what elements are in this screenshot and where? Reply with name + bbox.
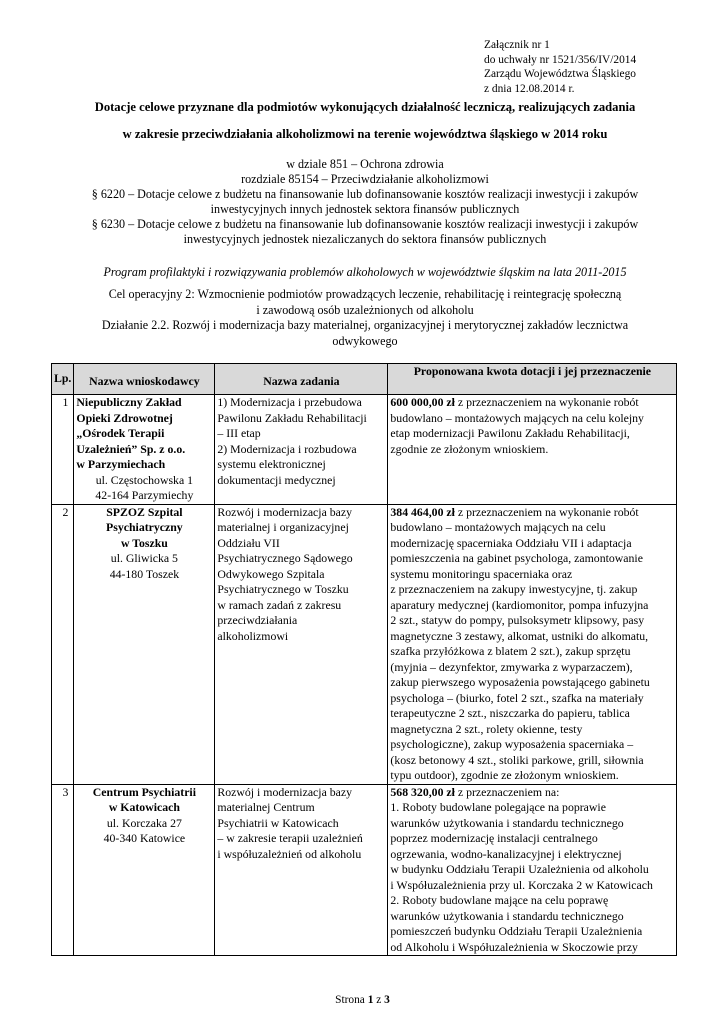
applicant-cell [74,784,215,956]
purpose-line: psychologiczne), zakup wyposażenia spacerniaka – [390,737,634,751]
budget-classification [40,157,690,247]
grant-amount: 568 320,00 zł [390,784,455,799]
applicant-address-line: ul. Korczaka 27 [106,815,182,830]
purpose-line: zgodnie ze złożonym wnioskiem. [390,441,549,456]
purpose-line: etap modernizacji Pawilonu Zakładu Rehabilitacji, [390,426,630,440]
task-line: Odwykowego Szpitala [217,566,325,581]
applicant-name-line: Psychiatryczny [106,520,183,534]
task-line: Rozwój i modernizacja bazy [217,504,353,519]
purpose-line: warunków użytkowania i standardu technicznego [390,815,624,830]
purpose-line: budowlano – montażowych mających na celu kolejny [390,410,644,425]
page-footer [0,994,725,1006]
row-number: 3 [52,784,74,956]
purpose-line: 1. Roboty budowlane polegające na poprawie [390,800,606,814]
purpose-line: terapeutyczne 2 szt., niszczarka do papieru, tablica [390,706,630,720]
task-line: alkoholizmowi [217,628,289,643]
purpose-line: 2. Roboty budowlane mające na celu poprawę [390,893,609,907]
header-applicant: Nazwa wnioskodawcy [74,364,215,395]
task-line: Psychiatrii w Katowicach [217,815,339,830]
purpose-line: z przeznaczeniem na wykonanie robót [454,504,639,519]
applicant-name-line: w Parzymiechach [76,457,166,471]
row-number: 2 [52,504,74,784]
task-line: systemu elektronicznej [217,457,326,471]
task-line: Pawilonu Zakładu Rehabilitacji [217,410,367,425]
goal-line: Cel operacyjny 2: Wzmocnienie podmiotów prowadzących leczenie, rehabilitację i reintegrację społeczną [108,287,622,301]
grants-table [51,363,677,956]
applicant-name-line: w Toszku [120,535,168,550]
table-row [52,784,677,956]
applicant-address-line: ul. Gliwicka 5 [110,551,178,565]
applicant-address-line: 44-180 Toszek [109,566,180,581]
purpose-line: szafka przyłóżkowa z blatem 2 szt.), zakup sprzętu [390,644,631,658]
table-row [52,504,677,784]
task-line: dokumentacji medycznej [217,472,336,487]
task-cell [215,784,388,956]
header-lp: Lp. [52,364,74,395]
footer-middle: z [373,994,385,1006]
task-line: materialnej i organizacyjnej [217,520,349,534]
task-line: Psychiatrycznego w Toszku [217,582,349,596]
purpose-line: psychologa – (biurko, fotel 2 szt., szafka na materiały [390,690,644,705]
purpose-line: budowlano – montażowych mających na celu [390,520,606,534]
task-line: 2) Modernizacja i rozbudowa [217,441,357,456]
applicant-cell [74,504,215,784]
applicant-address-line: 40-340 Katowice [103,831,186,845]
task-line: – w zakresie terapii uzależnień [217,831,363,845]
task-cell [215,504,388,784]
task-line: 1) Modernizacja i przebudowa [217,395,362,409]
grant-amount: 384 464,00 zł [390,504,455,519]
purpose-line: od Alkoholu i Współuzależnienia w Skoczowie przy [390,939,638,954]
purpose-line: pomieszczenia na gabinet psychologa, zamontowanie [390,551,643,565]
budget-dzial: w dziale 851 – Ochrona zdrowia [286,157,444,171]
attachment-line: do uchwały nr 1521/356/IV/2014 [484,53,637,66]
attachment-note [484,38,636,96]
purpose-line: magnetyczne 3 zestawy, alkomat, ustniki do alkomatu, [390,628,649,643]
task-line: materialnej Centrum [217,800,315,814]
applicant-address-line: 42-164 Parzymiechy [95,488,194,502]
purpose-line: pomieszczeń budynku Oddziału Terapii Uzależnienia [390,924,643,938]
budget-paragraph-6230: § 6230 – Dotacje celowe z budżetu na finansowanie lub dofinansowanie kosztów realizacji inwestycji i zakupów [91,217,639,231]
purpose-line: warunków użytkowania i standardu technicznego [390,908,624,923]
action-line: odwykowego [332,333,398,348]
purpose-line: typu outdoor), zgodnie ze złożonym wnioskiem. [390,768,619,782]
applicant-name-line: w Katowicach [108,800,180,814]
purpose-line: 2 szt., statyw do pompy, pulsoksymetr klipsowy, pasy [390,613,645,627]
applicant-name-line: Centrum Psychiatrii [92,784,196,799]
task-line: Rozwój i modernizacja bazy [217,784,353,799]
purpose-line: z przeznaczeniem na wykonanie robót [454,395,639,409]
goal-line: i zawodową osób uzależnionych od alkoholu [256,302,474,317]
purpose-line: w budynku Oddziału Terapii Uzależnienia od alkoholu [390,862,649,876]
budget-paragraph-6220: § 6220 – Dotacje celowe z budżetu na finansowanie lub dofinansowanie kosztów realizacji inwestycji i zakupów [91,187,639,201]
header-amount: Proponowana kwota dotacji i jej przeznaczenie [388,364,677,395]
budget-paragraph-6220-cont: inwestycyjnych innych jednostek sektora finansów publicznych [210,202,520,216]
document-title-line-1: Dotacje celowe przyznane dla podmiotów wykonujących działalność leczniczą, realizujących zadania [94,100,636,114]
purpose-line: aparatury medycznej (kardiomonitor, pompa infuzyjna [390,597,649,612]
budget-rozdzial: rozdziale 85154 – Przeciwdziałanie alkoholizmowi [241,172,489,186]
budget-paragraph-6230-cont: inwestycyjnych jednostek niezaliczanych do sektora finansów publicznych [183,232,547,246]
attachment-line: z dnia 12.08.2014 r. [484,82,575,95]
task-line: w ramach zadań z zakresu [217,597,342,612]
program-name: Program profilaktyki i rozwiązywania problemów alkoholowych w województwie śląskim na lata 2011-2015 [103,265,627,279]
footer-prefix: Strona [335,994,368,1006]
purpose-line: i Współuzależnienia przy ul. Korczaka 2 w Katowicach [390,877,653,892]
purpose-line: poprzez modernizację instalacji centralnego [390,831,598,845]
applicant-name-line: Niepubliczny Zakład [76,395,182,409]
task-line: przeciwdziałania [217,613,298,627]
purpose-line: magnetyczna 2 szt., rolety okienne, testy [390,721,583,736]
applicant-name-line: Uzależnień” Sp. z o.o. [76,441,186,456]
purpose-line: zakup pierwszego wyposażenia powstającego gabinetu [390,675,650,689]
purpose-line: (myjnia – dezynfektor, zmywarka z wyparzaczem), [390,659,633,674]
task-cell [215,395,388,505]
amount-cell [388,395,677,505]
applicant-name-line: Opieki Zdrowotnej [76,410,173,425]
applicant-name-line: SPZOZ Szpital [106,504,183,519]
purpose-line: systemu monitoringu spacerniaka oraz [390,566,573,581]
grant-amount: 600 000,00 zł [390,395,455,409]
purpose-line: modernizację spacerniaka Oddziału VII i adaptacja [390,535,632,550]
task-line: Psychiatrycznego Sądowego [217,551,353,565]
purpose-line: z przeznaczeniem na: [454,784,560,799]
attachment-line: Załącznik nr 1 [484,39,550,51]
purpose-line: z przeznaczeniem na zakupy inwestycyjne, tj. zakup [390,582,638,596]
task-line: Oddziału VII [217,535,280,550]
applicant-cell [74,395,215,505]
amount-cell [388,504,677,784]
footer-page-total: 3 [384,994,390,1006]
applicant-name-line: „Ośrodek Terapii [76,426,165,440]
purpose-line: ogrzewania, wodno-kanalizacyjnej i elektrycznej [390,846,622,861]
footer-page-number: 1 [367,994,374,1006]
row-number: 1 [52,395,74,505]
header-task: Nazwa zadania [215,364,388,395]
task-line: i współuzależnień od alkoholu [217,846,362,861]
purpose-line: (kosz betonowy 4 szt., stoliki parkowe, grill, siłownia [390,752,644,767]
document-title-line-2: w zakresie przeciwdziałania alkoholizmowi na terenie województwa śląskiego w 2014 roku [122,127,608,141]
action-line: Działanie 2.2. Rozwój i modernizacja bazy materialnej, organizacyjnej i merytorycznej zakładów lecznictwa [101,318,629,332]
applicant-address-line: ul. Częstochowska 1 [95,472,194,487]
task-line: – III etap [217,426,261,440]
operational-goal [40,287,690,349]
table-row [52,395,677,505]
amount-cell [388,784,677,956]
attachment-line: Zarządu Województwa Śląskiego [484,68,636,80]
